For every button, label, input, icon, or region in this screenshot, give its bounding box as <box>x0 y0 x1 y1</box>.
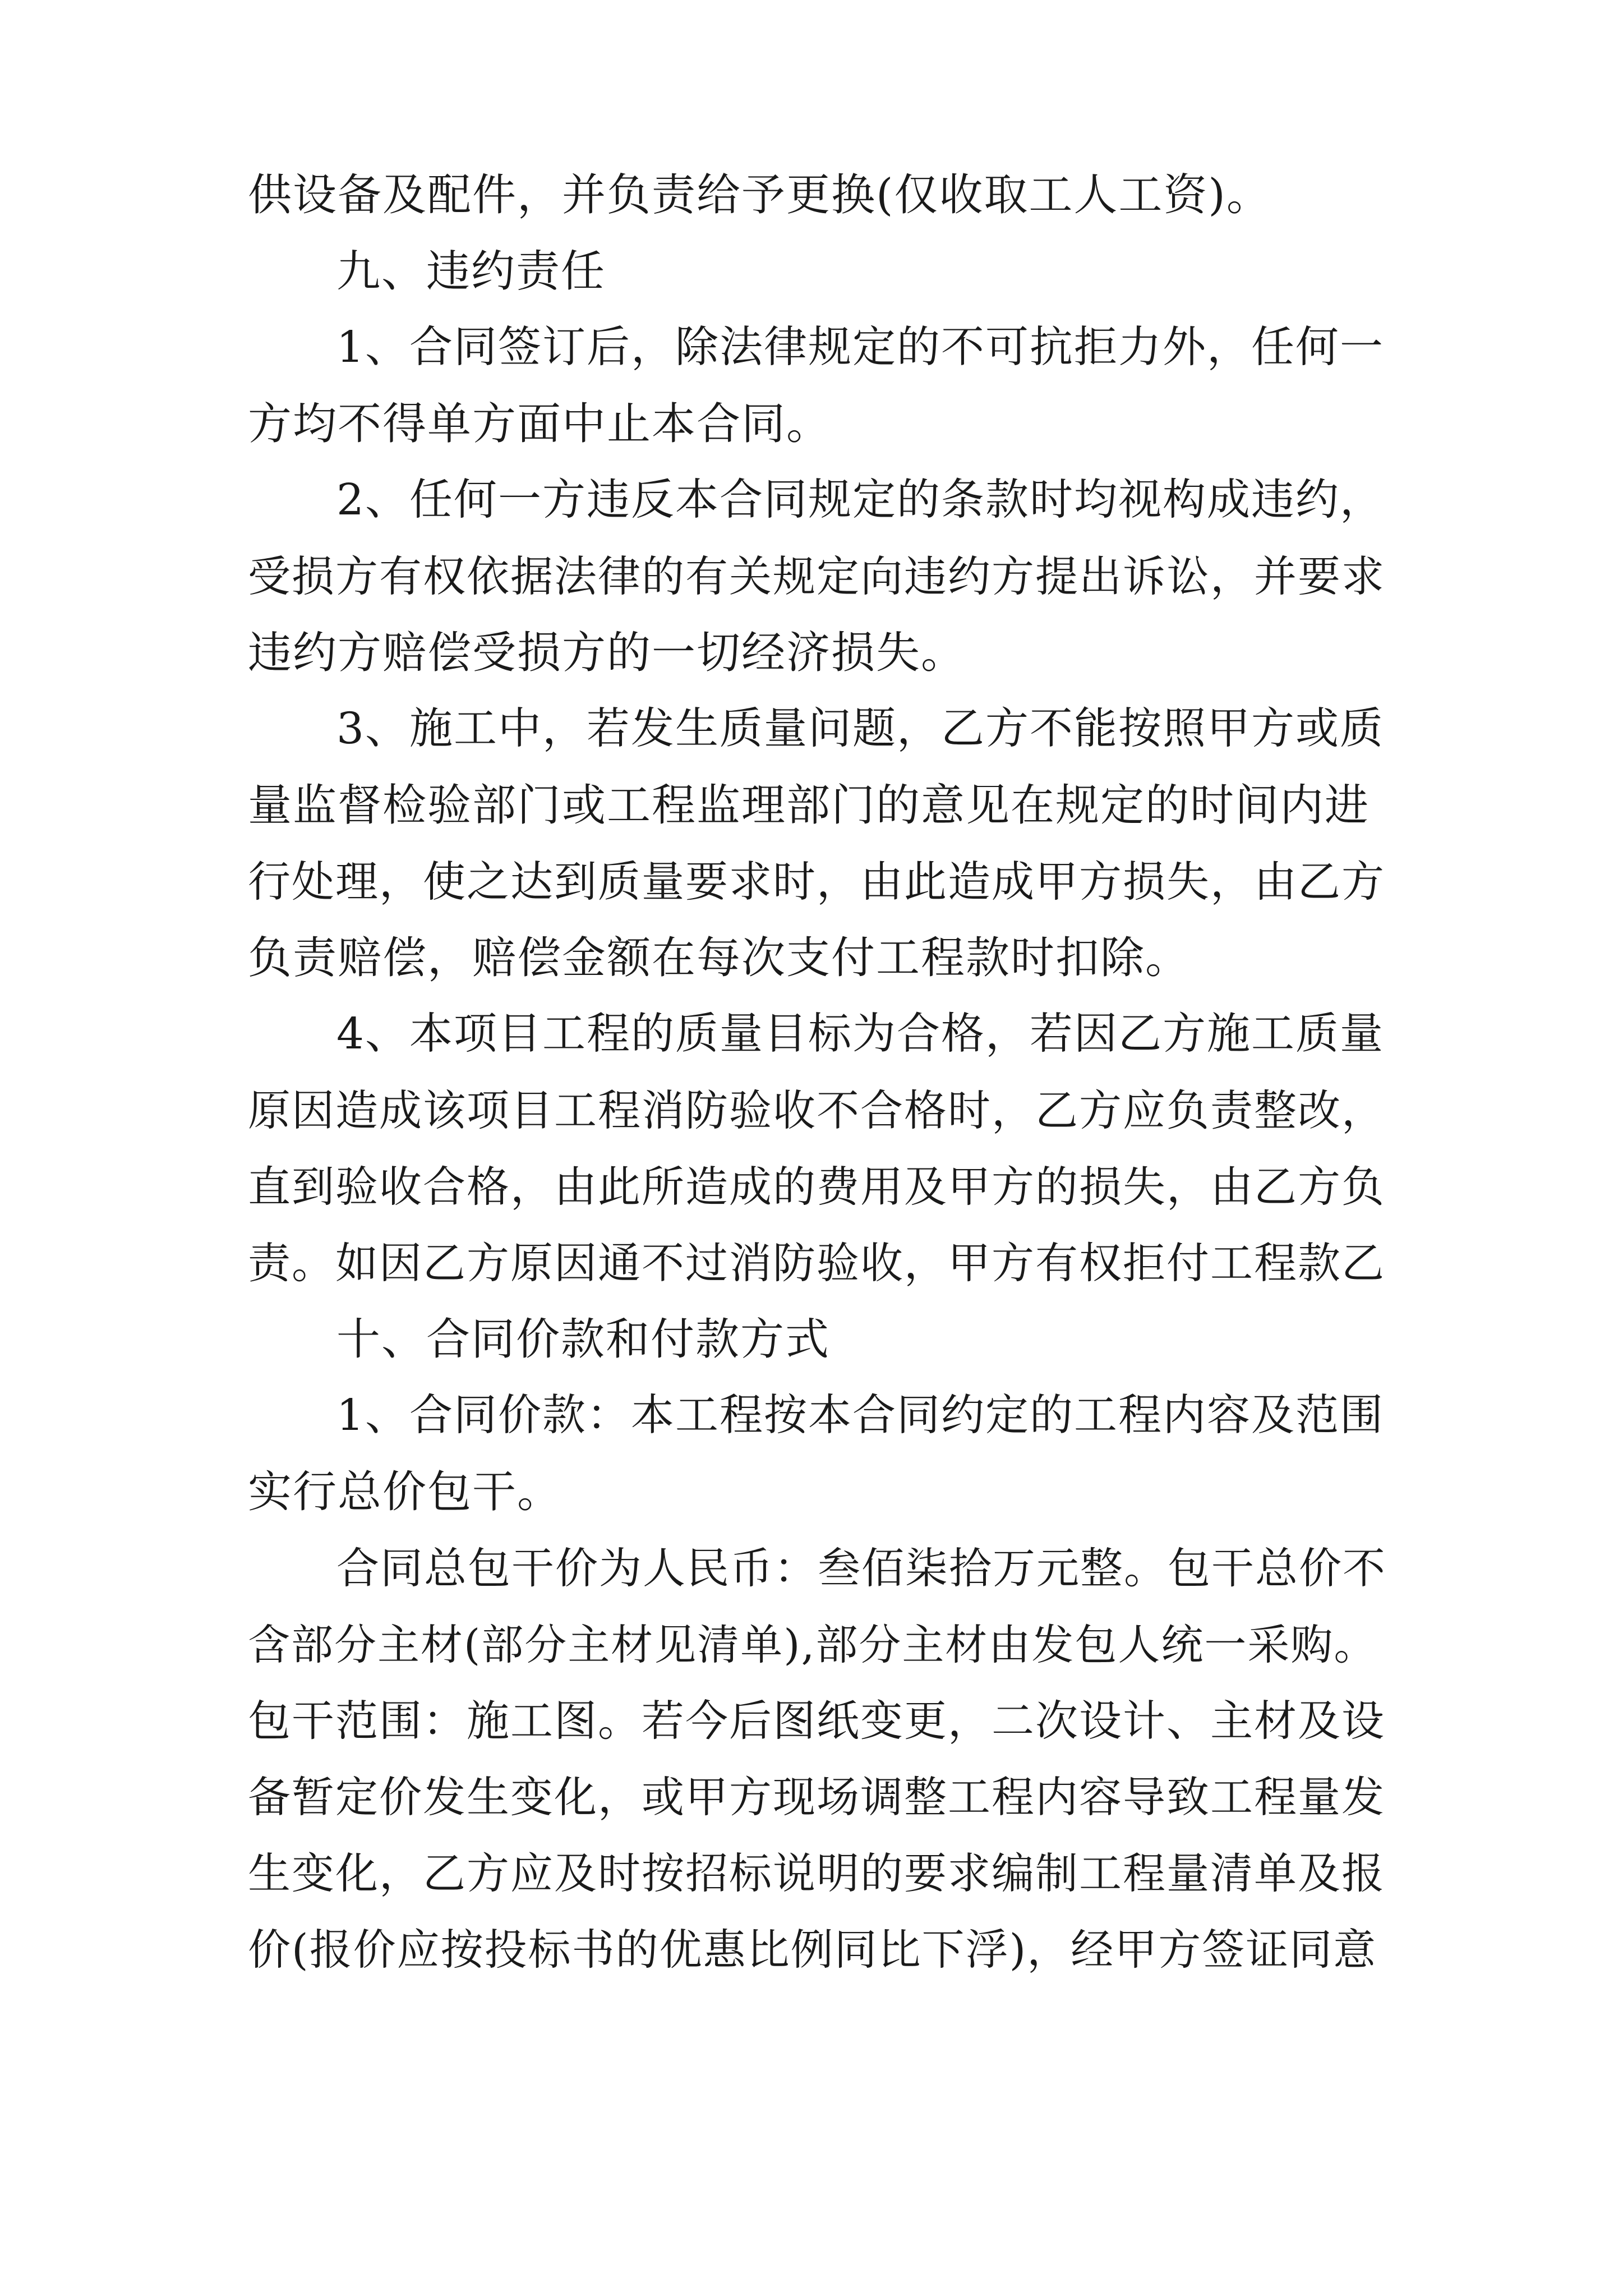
text-line: 受损方有权依据法律的有关规定向违约方提出诉讼，并要求 <box>248 551 1385 601</box>
text-line: 供设备及配件，并负责给予更换(仅收取工人工资)。 <box>248 170 1271 220</box>
text-line: 方均不得单方面中止本合同。 <box>248 399 832 449</box>
text-line: 3、施工中，若发生质量问题，乙方不能按照甲方或质 <box>336 704 1384 754</box>
text-line: 直到验收合格，由此所造成的费用及甲方的损失，由乙方负 <box>248 1162 1385 1212</box>
text-line: 合同总包干价为人民币：叁佰柒拾万元整。包干总价不 <box>336 1543 1386 1593</box>
text-line: 4、本项目工程的质量目标为合格，若因乙方施工质量 <box>336 1009 1384 1059</box>
text-line: 含部分主材(部分主材见清单),部分主材由发包人统一采购。 <box>248 1620 1377 1669</box>
text-line: 原因造成该项目工程消防验收不合格时，乙方应负责整改， <box>248 1085 1385 1135</box>
text-line: 价(报价应按投标书的优惠比例同比下浮)，经甲方签证同意 <box>248 1925 1377 1975</box>
text-line: 包干范围：施工图。若今后图纸变更，二次设计、主材及设 <box>248 1696 1385 1746</box>
text-line: 违约方赔偿受损方的一切经济损失。 <box>248 628 966 678</box>
section-heading-10: 十、合同价款和付款方式 <box>336 1314 831 1365</box>
text-line: 2、任何一方违反本合同规定的条款时均视构成违约， <box>336 475 1384 525</box>
section-heading-9: 九、违约责任 <box>336 246 606 297</box>
text-line: 1、合同价款：本工程按本合同约定的工程内容及范围 <box>336 1391 1384 1441</box>
text-line: 备暂定价发生变化，或甲方现场调整工程内容导致工程量发 <box>248 1772 1385 1822</box>
text-line: 生变化，乙方应及时按招标说明的要求编制工程量清单及报 <box>248 1848 1385 1898</box>
text-line: 责。如因乙方原因通不过消防验收，甲方有权拒付工程款乙 <box>248 1238 1385 1288</box>
text-line: 量监督检验部门或工程监理部门的意见在规定的时间内进 <box>248 780 1370 831</box>
text-line: 1、合同签订后，除法律规定的不可抗拒力外，任何一 <box>336 323 1384 372</box>
text-line: 行处理，使之达到质量要求时，由此造成甲方损失，由乙方 <box>248 857 1385 907</box>
text-line: 负责赔偿，赔偿金额在每次支付工程款时扣除。 <box>248 933 1191 983</box>
text-line: 实行总价包干。 <box>248 1467 562 1517</box>
